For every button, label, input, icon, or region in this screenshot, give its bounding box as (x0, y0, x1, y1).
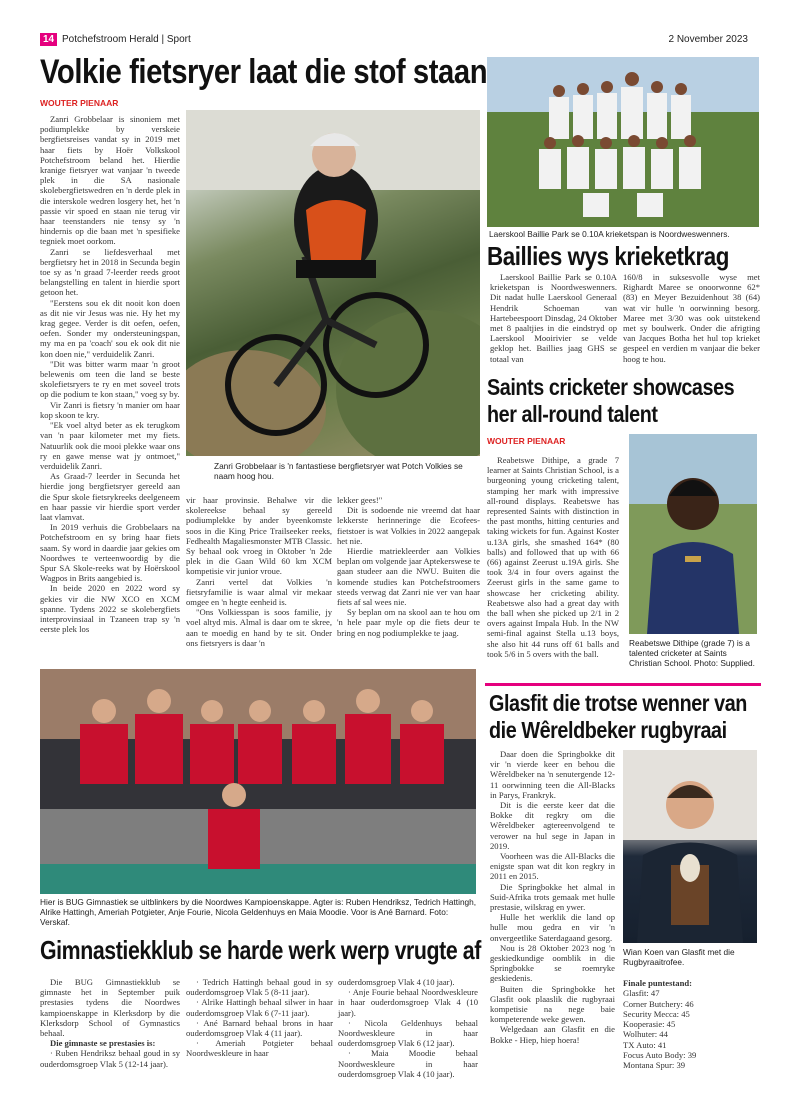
final-standings-title: Finale puntestand: (623, 978, 693, 988)
glasfit-accent-bar (485, 683, 761, 686)
gymnastics-column-2 (186, 977, 333, 1059)
paragraph: Voorheen was die All-Blacks die enigste span wat dit kon regkry in 2011 en 2015. (490, 851, 615, 882)
paragraph: In beide 2020 en 2022 word sy gekies vir die NW XCO en XCM spanne. Tydens 2022 se skolebergfiets interprovinsiaal in Tzaneen trap sy 'n eerste plek los (40, 583, 180, 635)
paragraph: Die Springbokke het almal in Suid-Afrika trots gemaak met hulle prestasie, wilskrag en ywer. (490, 881, 615, 913)
final-standings (623, 978, 757, 1071)
paragraph: Reabetswe Dithipe, a grade 7 learner at Saints Christian School, is a burgeoning young cricketing talent, stamping her mark with impressive all-round displays. Reabetswe has represented Saints with distinction in the past months, hitting centuries and taking wickets for fun. Against Koster u.13A girls, she smashed 164* (80 balls) and followed that up with 66 (66) against Zeerust u.19A girls. She took 3/4 in four overs against the Zeerust girls in the same game to showcase her cricketing ability. Reabetswe also had a great day with the ball when she picked up 2/1 in 2 overs against Impala Hub. In the NW semi-final against Stella u.13 boys, she also hit 44 runs off 61 balls and took 5/6 in 5 overs with the ball. (487, 455, 619, 659)
paragraph: "Ons Volkiesspan is soos familie, jy voel altyd mis. Almal is daar om te skree, aan te moedig en hand by te sit. Onder ons fietsryers is daar 'n (186, 607, 332, 648)
paragraph: Buiten die Springbokke het Glasfit ook plaaslik die rugbyraai kompetisie na nege baie kompeterende weke gewen. (490, 983, 615, 1025)
gymnastics-photo-caption: Hier is BUG Gimnastiek se uitblinkers by die Noordwes Kampioenskappe. Agter is: Ruben Hendriksz, Tedrich Hattingh, Alrike Hattingh, Ameriah Potgieter, Anje Fourie, Nicola Geldenhuys en Maia Moodie. Voor is Ané Barnard. Foto: Verskaf. (40, 897, 477, 927)
cricketer-photo-caption: Reabetswe Dithipe (grade 7) is a talented cricketer at Saints Christian School. Photo: Supplied. (629, 638, 755, 668)
gymnastics-column-3 (338, 977, 478, 1079)
gymnastics-column-1 (40, 977, 180, 1069)
baillies-headline: Baillies wys krieketkrag (487, 241, 730, 271)
paragraph: Zanri vertel dat Volkies 'n fietsryfamilie is waar almal vir mekaar omgee en 'n hegte eenheid is. (186, 576, 332, 608)
publication-name: Potchefstroom Herald | Sport (62, 34, 191, 45)
list-item: · Ané Barnard behaal brons in haar ouderdomsgroep Vlak 4 (11 jaar). (186, 1017, 333, 1039)
list-item: · Tedrich Hattingh behaal goud in sy ouderdomsgroep Vlak 5 (8-11 jaar). (186, 977, 333, 998)
paragraph: 160/8 in suksesvolle wyse met Righardt Maree se onoorwonne 62* (83) en Meyer Bezuidenhout 38 (64) wat vir hulle 'n oorwinning besorg. Maree met 3/30 was ook uitstekend met sy boulwerk. Onder die afrigting van Jacques Botha het hul top krieket gespeel en verdien m vanjaar die beker hoog te hou. (623, 272, 760, 364)
glasfit-headline-line-1: Glasfit die trotse wenner van (489, 690, 747, 716)
paragraph: In 2019 verhuis die Grobbelaars na Potchefstroom en sy bring haar fiets saam. Sy word in daardie jaar gekies om Noordwes te verteenwoordig by die Spur SA Skole-reeks wat by Hoërskool Wagpos in Brits aangebied is. (40, 522, 180, 584)
saints-byline: WOUTER PIENAAR (487, 436, 566, 446)
list-item: · Nicola Geldenhuys behaal Noordweskleure in haar ouderdomsgroep Vlak 6 (12 jaar). (338, 1017, 478, 1049)
paragraph: Welgedaan aan Glasfit en die Bokke - Hiep, hiep hoera! (490, 1024, 615, 1045)
glasfit-headline (489, 690, 747, 744)
cycling-column-3 (337, 495, 480, 638)
publication-date: 2 November 2023 (668, 34, 748, 45)
cyclist-illustration (186, 110, 480, 456)
paragraph: "Dit was bitter warm maar 'n groot belewenis om teen die land se beste skolefietsryers te ry en met soveel trots op die podium te kon staan," voeg sy by. (40, 358, 180, 400)
saints-body (487, 455, 619, 659)
paragraph: Sy beplan om na skool aan te hou om 'n hele paar myle op die fiets deur te bring en nog podiumplekke te jaag. (337, 607, 480, 638)
standings-row: Montana Spur: 39 (623, 1060, 686, 1071)
paragraph: Laerskool Baillie Park se 0.10A krieketspan is Noordweswenners. Dit nadat hulle Laerskool Generaal Hendrik Schoeman van Hartebeespoort Dinsdag, 24 Oktober met 8 paaltjies in die eindstryd op Laerskool Mooirivier se velde geklop het. Baillies jaag GHS se totaal van (490, 272, 617, 364)
paragraph: Nou is 28 Oktober 2023 nog 'n geskiedkundige oomblik in die Springbokke se roemryke geskiedenis. (490, 942, 615, 984)
cricketer-photo (629, 434, 757, 634)
paragraph: Dit is sodoende nie vreemd dat haar lekkerste herinneringe die Ecofees-fietstoer is wat Volkies in 2022 aangepak het nie. (337, 505, 480, 546)
saints-headline: Saints cricketer showcases her all-round talent (487, 374, 735, 427)
standings-row: Focus Auto Body: 39 (623, 1050, 697, 1061)
paragraph: Dit is die eerste keer dat die Bokke dit regkry om die Wêreldbeker agtereenvolgend te verower na hul sege in Japan in 2019. (490, 800, 615, 851)
page-number: 14 (40, 33, 57, 46)
paragraph: As Graad-7 leerder in Secunda het hierdie jong bergfietsryer gereeld aan die Spur skole fietsrykreeks deelgeneem en haar passie vir hierdie sport verder laat vlamvat. (40, 471, 180, 522)
list-item: · Anje Fourie behaal Noordweskleure in haar ouderdomsgroep Vlak 4 (10 jaar). (338, 987, 478, 1018)
standings-row: Wolhuter: 44 (623, 1029, 668, 1040)
cricket-team-photo (487, 57, 759, 227)
cyclist-photo-caption: Zanri Grobbelaar is 'n fantastiese bergfietsryer wat Potch Volkies se naam hoog hou. (214, 461, 463, 481)
list-item: · Ameriah Potgieter behaal Noordweskleure in haar (186, 1038, 333, 1059)
standings-row: Security Mecca: 45 (623, 1008, 690, 1019)
paragraph: Die BUG Gimnastiekklub se gimnaste het in September puik prestasies tydens die Noordwes kampioenskappe in Klerksdorp by die Klerksdorp School of Gymnastics behaal. (40, 977, 180, 1039)
cricket-photo-caption: Laerskool Baillie Park se 0.10A krieketspan is Noordweswenners. (489, 229, 730, 239)
gymnastics-photo (40, 669, 476, 894)
standings-row: Corner Butchery: 46 (623, 998, 694, 1009)
standings-row: Glasfit: 47 (623, 988, 660, 999)
standings-row: TX Auto: 41 (623, 1039, 667, 1050)
trophy-photo (623, 750, 757, 943)
paragraph: Vir Zanri is fietsry 'n manier om haar kop skoon te kry. (40, 399, 180, 420)
gymnastics-illustration (40, 669, 476, 894)
paragraph: lekker gees!" (337, 495, 383, 505)
cricket-team-illustration (487, 57, 759, 227)
paragraph: vir haar provinsie. Behalwe vir die skolereekse behaal sy gereeld podiumplekke by ander byeenkomste soos in die King Price Trailseeker reeks, Fedhealth Magaliesmonster MTB Classic. Sy behaal ook vroeg in Oktober 'n 2de plek in die Gaan Wild 60 km XCM kompetisie vir junior vroue. (186, 495, 332, 577)
cycling-column-1 (40, 114, 180, 634)
list-title: Die gimnaste se prestasies is: (50, 1038, 156, 1049)
glasfit-body (490, 749, 615, 1045)
cycling-headline: Volkie fietsryer laat die stof staan (40, 53, 488, 91)
gymnastics-headline: Gimnastiekklub se harde werk werp vrugte af (40, 935, 481, 965)
paragraph: "Ek voel altyd beter as ek terugkom van 'n paar kilometer met my fiets. Natuurlik ook die mooi plekke waar ons ry en gawe mense wat jy ontmoet," verduidelik Zanri. (40, 420, 180, 471)
trophy-illustration (623, 750, 757, 943)
glasfit-headline-line-2: die Wêreldbeker rugbyraai (489, 717, 727, 743)
paragraph: Zanri se liefdesverhaal met bergfietsry het in 2018 in Secunda begin toe sy as 'n graad 7-leerder reeds groot belangstelling en talent in hierdie sport getoon het. (40, 246, 180, 298)
standings-row: Kooperasie: 45 (623, 1019, 676, 1030)
list-item: · Maia Moodie behaal Noordweskleure in haar ouderdomsgroep Vlak 4 (10 jaar). (338, 1048, 478, 1079)
cycling-column-2 (186, 495, 332, 648)
paragraph: Hierdie matriekleerder aan Volkies beplan om volgende jaar Aptekerswese te gaan studeer aan die NWU. Buiten die komende studies kan Potchefstroomers steeds verwag dat Zanri nie ver van haar fiets af sal wees nie. (337, 546, 480, 608)
cricketer-illustration (629, 434, 757, 634)
paragraph: Zanri Grobbelaar is sinoniem met podiumplekke by verskeie bergfietsreises vandat sy in 2019 met haar fiets by Hoër Volkskool Potchefstroom beland het. Hierdie kranige fietsryer wat vanjaar 'n tweede plek in die SA nasionale skolebergfietswedren en 'n derde plek in die interskole wedren losgery het, het 'n passie vir spoed en staan nie terug vir haar teenstanders nie tensy sy 'n hindernis op die baan met 'n spesifieke tegniek moet oorkom. (40, 114, 180, 247)
paragraph: Hulle het werklik die land op hulle mou gedra en vir 'n onvergeetlike Saterdagaand gesorg. (490, 912, 615, 943)
trophy-photo-caption: Wian Koen van Glasfit met die Rugbyraaitrofee. (623, 947, 735, 967)
list-item: ouderdomsgroep Vlak 4 (10 jaar). (338, 977, 455, 987)
paragraph: "Eerstens sou ek dit nooit kon doen as dit nie vir Jesus was nie. Hy het my krag gegee. Verder is dit oefen, oefen, oefen. Sonder my ondersteuningspan, my ma en pa 'coach' sou ek ook dit nie kon doen nie," verduidelik Zanri. (40, 297, 180, 359)
cycling-byline: WOUTER PIENAAR (40, 98, 119, 108)
list-item: · Ruben Hendriksz behaal goud in sy ouderdomsgroep Vlak 5 (12-14 jaar). (40, 1048, 180, 1069)
list-item: · Alrike Hattingh behaal silwer in haar ouderdomsgroep Vlak 6 (7-11 jaar). (186, 997, 333, 1018)
baillies-column-1 (490, 272, 617, 364)
paragraph: Daar doen die Springbokke dit vir 'n vierde keer en behou die Wêreldbeker na 'n senutergende 12-11 oorwinning teen die All-Blacks in Parys, Frankryk. (490, 749, 615, 800)
cyclist-photo (186, 110, 480, 456)
baillies-column-2 (623, 272, 760, 364)
